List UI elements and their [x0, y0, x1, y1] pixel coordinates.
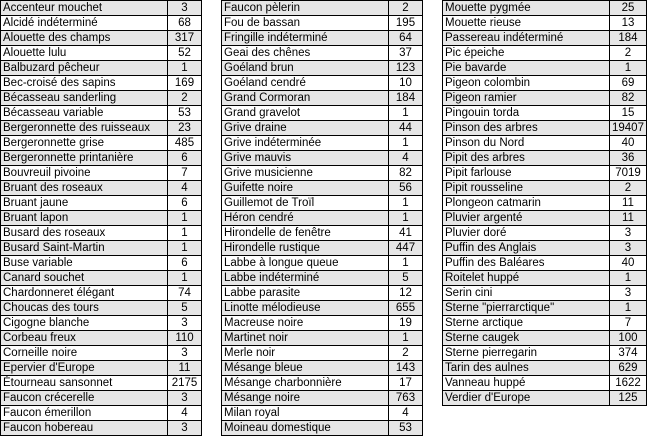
table-row — [443, 391, 647, 406]
species-name: Balbuzard pêcheur — [1, 61, 168, 76]
table-row — [1, 346, 202, 361]
table-row — [1, 421, 202, 436]
table-row — [1, 166, 202, 181]
table-row — [1, 331, 202, 346]
table-row — [222, 301, 423, 316]
species-name: Geai des chênes — [222, 46, 389, 61]
table-row — [443, 31, 647, 46]
species-name: Goéland cendré — [222, 76, 389, 91]
species-count: 195 — [389, 16, 423, 31]
table-row — [222, 226, 423, 241]
table-row — [222, 316, 423, 331]
table-row — [222, 196, 423, 211]
species-count: 4 — [168, 181, 202, 196]
species-name: Goéland brun — [222, 61, 389, 76]
species-name: Mouette rieuse — [443, 16, 610, 31]
species-count: 74 — [168, 286, 202, 301]
table-row — [1, 121, 202, 136]
table-row — [443, 16, 647, 31]
species-count: 655 — [389, 301, 423, 316]
species-count: 1 — [168, 226, 202, 241]
species-count: 1 — [168, 241, 202, 256]
species-count: 3 — [168, 1, 202, 16]
species-count: 5 — [168, 301, 202, 316]
species-name: Martinet noir — [222, 331, 389, 346]
table-row — [443, 361, 647, 376]
species-name: Canard souchet — [1, 271, 168, 286]
table-row — [1, 271, 202, 286]
species-count: 82 — [389, 166, 423, 181]
species-count: 123 — [389, 61, 423, 76]
species-name: Faucon hobereau — [1, 421, 168, 436]
species-name: Bergeronnette printanière — [1, 151, 168, 166]
species-count: 317 — [168, 31, 202, 46]
table-row — [443, 46, 647, 61]
species-count: 2 — [389, 1, 423, 16]
species-count: 1 — [168, 61, 202, 76]
table-row — [1, 256, 202, 271]
species-name: Roitelet huppé — [443, 271, 610, 286]
species-count: 100 — [610, 331, 647, 346]
table-row — [443, 211, 647, 226]
species-name: Grive draine — [222, 121, 389, 136]
species-name: Vanneau huppé — [443, 376, 610, 391]
table-row — [1, 1, 202, 16]
table-row — [222, 406, 423, 421]
species-name: Pie bavarde — [443, 61, 610, 76]
species-name: Fou de bassan — [222, 16, 389, 31]
species-count: 3 — [168, 391, 202, 406]
species-count: 40 — [610, 256, 647, 271]
table-row — [1, 196, 202, 211]
species-name: Faucon crécerelle — [1, 391, 168, 406]
table-row — [222, 211, 423, 226]
species-count: 17 — [389, 376, 423, 391]
species-name: Macreuse noire — [222, 316, 389, 331]
species-name: Bruant jaune — [1, 196, 168, 211]
species-name: Pinson des arbres — [443, 121, 610, 136]
table-row — [222, 391, 423, 406]
table-row — [443, 346, 647, 361]
table-row — [222, 271, 423, 286]
table-row — [1, 391, 202, 406]
species-count: 37 — [389, 46, 423, 61]
table-row — [222, 166, 423, 181]
table-row — [1, 181, 202, 196]
table-row — [1, 91, 202, 106]
species-count: 11 — [610, 211, 647, 226]
table-row — [1, 211, 202, 226]
table-row — [443, 91, 647, 106]
species-name: Pigeon ramier — [443, 91, 610, 106]
table-row — [443, 271, 647, 286]
table-row — [222, 376, 423, 391]
species-count: 44 — [389, 121, 423, 136]
species-name: Milan royal — [222, 406, 389, 421]
species-name: Puffin des Anglais — [443, 241, 610, 256]
species-count: 10 — [389, 76, 423, 91]
species-count: 52 — [168, 46, 202, 61]
species-count: 2 — [610, 181, 647, 196]
species-name: Corbeau freux — [1, 331, 168, 346]
species-name: Bécasseau sanderling — [1, 91, 168, 106]
species-name: Bergeronnette des ruisseaux — [1, 121, 168, 136]
species-count: 3 — [168, 316, 202, 331]
species-name: Epervier d'Europe — [1, 361, 168, 376]
species-name: Pluvier doré — [443, 226, 610, 241]
species-count: 447 — [389, 241, 423, 256]
species-name: Labbe à longue queue — [222, 256, 389, 271]
species-name: Sterne pierregarin — [443, 346, 610, 361]
species-count: 11 — [610, 196, 647, 211]
species-count: 629 — [610, 361, 647, 376]
table-row — [222, 346, 423, 361]
species-name: Pic épeiche — [443, 46, 610, 61]
species-count: 7 — [168, 166, 202, 181]
species-count: 53 — [389, 421, 423, 436]
species-count: 56 — [389, 181, 423, 196]
species-name: Merle noir — [222, 346, 389, 361]
table-row — [443, 61, 647, 76]
species-count: 1 — [610, 271, 647, 286]
species-count: 36 — [610, 151, 647, 166]
table-row — [1, 61, 202, 76]
table-row — [443, 151, 647, 166]
table-row — [443, 241, 647, 256]
table-row — [443, 331, 647, 346]
species-name: Labbe parasite — [222, 286, 389, 301]
species-count: 12 — [389, 286, 423, 301]
table-row — [443, 256, 647, 271]
species-count: 1 — [610, 301, 647, 316]
table-row — [222, 151, 423, 166]
species-name: Plongeon catmarin — [443, 196, 610, 211]
species-count: 4 — [389, 151, 423, 166]
species-count: 13 — [610, 16, 647, 31]
species-column-2 — [221, 0, 423, 436]
table-row — [1, 16, 202, 31]
table-row — [1, 106, 202, 121]
species-count: 4 — [389, 406, 423, 421]
species-count: 40 — [610, 136, 647, 151]
species-count: 1 — [389, 211, 423, 226]
table-row — [1, 241, 202, 256]
table-row — [222, 286, 423, 301]
species-count: 485 — [168, 136, 202, 151]
table-row — [222, 181, 423, 196]
table-row — [222, 361, 423, 376]
species-count: 69 — [610, 76, 647, 91]
species-count: 4 — [168, 406, 202, 421]
species-name: Moineau domestique — [222, 421, 389, 436]
table-row — [1, 286, 202, 301]
species-name: Grive mauvis — [222, 151, 389, 166]
table-row — [222, 256, 423, 271]
species-count: 1 — [168, 211, 202, 226]
species-count: 6 — [168, 196, 202, 211]
table-row — [222, 121, 423, 136]
species-name: Chardonneret élégant — [1, 286, 168, 301]
species-name: Puffin des Baléares — [443, 256, 610, 271]
species-name: Passereau indéterminé — [443, 31, 610, 46]
table-row — [1, 406, 202, 421]
species-count: 1 — [389, 196, 423, 211]
table-row — [222, 136, 423, 151]
species-count: 1622 — [610, 376, 647, 391]
table-row — [222, 331, 423, 346]
species-name: Cigogne blanche — [1, 316, 168, 331]
species-count: 2175 — [168, 376, 202, 391]
table-row — [443, 106, 647, 121]
species-count: 2 — [610, 46, 647, 61]
species-count: 3 — [610, 226, 647, 241]
species-count: 19407 — [610, 121, 647, 136]
species-name: Mésange charbonnière — [222, 376, 389, 391]
species-name: Sterne "pierrarctique" — [443, 301, 610, 316]
species-column-3 — [442, 0, 647, 406]
table-row — [443, 1, 647, 16]
table-row — [222, 106, 423, 121]
species-count: 184 — [610, 31, 647, 46]
table-row — [1, 136, 202, 151]
table-row — [1, 46, 202, 61]
species-count: 41 — [389, 226, 423, 241]
species-name: Étourneau sansonnet — [1, 376, 168, 391]
species-count: 7019 — [610, 166, 647, 181]
table-row — [1, 376, 202, 391]
species-count: 15 — [610, 106, 647, 121]
species-name: Verdier d'Europe — [443, 391, 610, 406]
species-count: 5 — [389, 271, 423, 286]
species-name: Choucas des tours — [1, 301, 168, 316]
table-row — [222, 61, 423, 76]
species-name: Pigeon colombin — [443, 76, 610, 91]
species-name: Sterne caugek — [443, 331, 610, 346]
table-row — [443, 196, 647, 211]
table-row — [222, 76, 423, 91]
table-row — [222, 91, 423, 106]
species-count: 68 — [168, 16, 202, 31]
species-name: Labbe indéterminé — [222, 271, 389, 286]
species-count: 110 — [168, 331, 202, 346]
species-name: Bruant lapon — [1, 211, 168, 226]
table-row — [1, 361, 202, 376]
species-count: 64 — [389, 31, 423, 46]
species-name: Guifette noire — [222, 181, 389, 196]
species-count: 1 — [389, 331, 423, 346]
table-row — [222, 421, 423, 436]
species-count: 3 — [610, 286, 647, 301]
species-count: 1 — [389, 256, 423, 271]
species-count: 82 — [610, 91, 647, 106]
species-count: 1 — [168, 271, 202, 286]
species-name: Bergeronnette grise — [1, 136, 168, 151]
species-name: Pluvier argenté — [443, 211, 610, 226]
table-row — [443, 136, 647, 151]
species-count: 184 — [389, 91, 423, 106]
table-row — [443, 76, 647, 91]
species-name: Corneille noire — [1, 346, 168, 361]
species-table-1 — [0, 0, 202, 436]
species-name: Grand gravelot — [222, 106, 389, 121]
table-row — [443, 166, 647, 181]
species-name: Faucon émerillon — [1, 406, 168, 421]
species-name: Pipit rousseline — [443, 181, 610, 196]
species-name: Mouette pygmée — [443, 1, 610, 16]
species-name: Bouvreuil pivoine — [1, 166, 168, 181]
table-row — [222, 241, 423, 256]
species-name: Busard des roseaux — [1, 226, 168, 241]
species-count: 169 — [168, 76, 202, 91]
species-count: 19 — [389, 316, 423, 331]
table-row — [1, 76, 202, 91]
species-count: 2 — [168, 91, 202, 106]
table-row — [443, 376, 647, 391]
species-count: 6 — [168, 151, 202, 166]
species-name: Hirondelle rustique — [222, 241, 389, 256]
species-name: Bruant des roseaux — [1, 181, 168, 196]
table-row — [222, 31, 423, 46]
species-count: 11 — [168, 361, 202, 376]
species-count: 3 — [610, 241, 647, 256]
table-row — [1, 316, 202, 331]
species-count: 1 — [389, 136, 423, 151]
table-row — [222, 1, 423, 16]
species-name: Bécasseau variable — [1, 106, 168, 121]
species-column-1 — [0, 0, 202, 436]
species-count: 1 — [610, 61, 647, 76]
species-name: Alouette lulu — [1, 46, 168, 61]
species-name: Héron cendré — [222, 211, 389, 226]
species-name: Alcidé indéterminé — [1, 16, 168, 31]
table-row — [443, 286, 647, 301]
species-name: Linotte mélodieuse — [222, 301, 389, 316]
species-count: 2 — [389, 346, 423, 361]
species-name: Guillemot de Troïl — [222, 196, 389, 211]
table-row — [443, 121, 647, 136]
table-row — [1, 301, 202, 316]
species-name: Tarin des aulnes — [443, 361, 610, 376]
species-count: 143 — [389, 361, 423, 376]
species-name: Grive indéterminée — [222, 136, 389, 151]
species-name: Mésange bleue — [222, 361, 389, 376]
species-name: Sterne arctique — [443, 316, 610, 331]
species-count: 25 — [610, 1, 647, 16]
species-name: Serin cini — [443, 286, 610, 301]
species-name: Pipit farlouse — [443, 166, 610, 181]
species-name: Fringille indéterminé — [222, 31, 389, 46]
species-name: Alouette des champs — [1, 31, 168, 46]
table-row — [443, 301, 647, 316]
table-row — [1, 226, 202, 241]
table-row — [1, 31, 202, 46]
species-count: 7 — [610, 316, 647, 331]
species-count: 1 — [389, 106, 423, 121]
species-name: Hirondelle de fenêtre — [222, 226, 389, 241]
species-name: Bec-croisé des sapins — [1, 76, 168, 91]
table-row — [443, 316, 647, 331]
species-count: 763 — [389, 391, 423, 406]
species-name: Mésange noire — [222, 391, 389, 406]
species-count: 23 — [168, 121, 202, 136]
species-count: 3 — [168, 421, 202, 436]
table-row — [443, 226, 647, 241]
species-name: Faucon pèlerin — [222, 1, 389, 16]
species-table-3 — [442, 0, 647, 406]
species-name: Pipit des arbres — [443, 151, 610, 166]
table-row — [443, 181, 647, 196]
species-count: 53 — [168, 106, 202, 121]
species-name: Accenteur mouchet — [1, 1, 168, 16]
table-row — [222, 16, 423, 31]
species-count: 374 — [610, 346, 647, 361]
species-name: Buse variable — [1, 256, 168, 271]
species-name: Pinson du Nord — [443, 136, 610, 151]
species-count: 6 — [168, 256, 202, 271]
species-table-2 — [221, 0, 423, 436]
species-name: Busard Saint-Martin — [1, 241, 168, 256]
species-count: 125 — [610, 391, 647, 406]
species-name: Grive musicienne — [222, 166, 389, 181]
species-name: Pingouin torda — [443, 106, 610, 121]
species-name: Grand Cormoran — [222, 91, 389, 106]
table-row — [222, 46, 423, 61]
species-count: 3 — [168, 346, 202, 361]
table-row — [1, 151, 202, 166]
